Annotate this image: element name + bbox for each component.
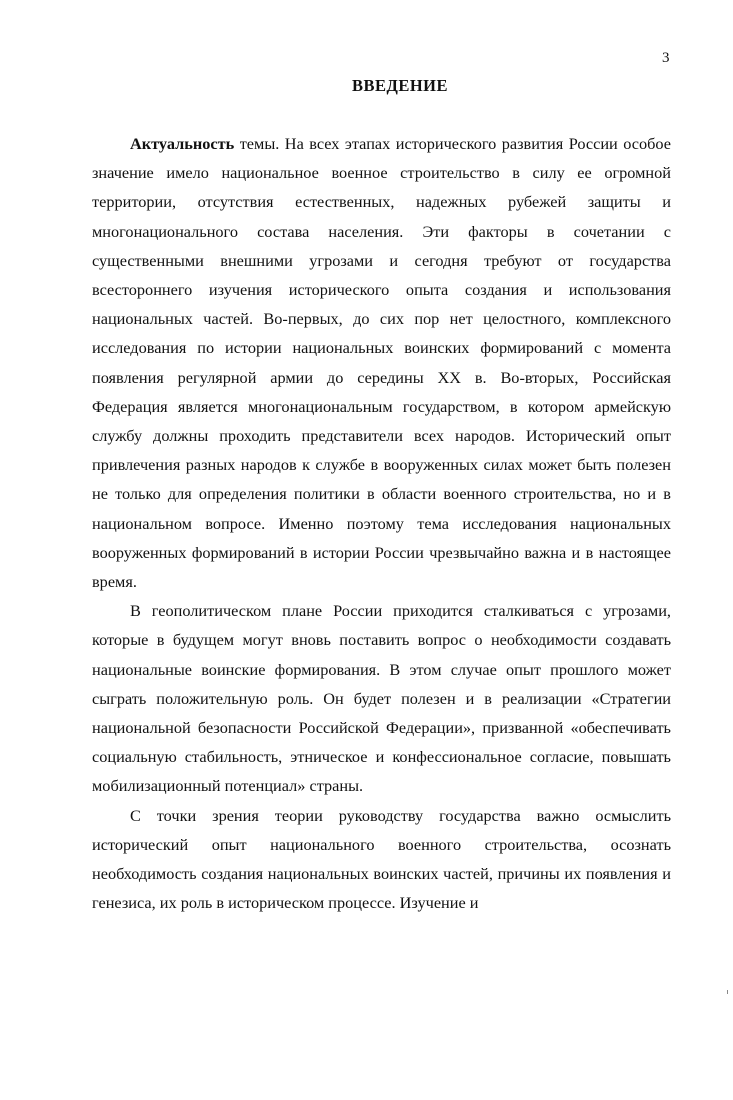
body-text — [92, 129, 671, 917]
paragraph-relevance — [92, 129, 671, 596]
paragraph-text: темы. На всех этапах исторического развития России особое значение имело национальное военное строительство в силу ее огромной территории, отсутствия естественных, надежных рубежей защиты и многонационального состава населения. Эти факторы в сочетании с существенными внешними угрозами и сегодня требуют от государства всестороннего изучения исторического опыта создания и использования национальных частей. Во-первых, до сих пор нет целостного, комплексного исследования по истории национальных воинских формирований с момента появления регулярной армии до середины XX в. Во-вторых, Российская Федерация является многонациональным государством, в котором армейскую службу должны проходить представители всех народов. Исторический опыт привлечения разных народов к службе в вооруженных силах может быть полезен не только для определения политики в области военного строительства, но и в национальном вопросе. Именно поэтому тема исследования национальных вооруженных формирований в истории России чрезвычайно важна и в настоящее время. — [92, 134, 671, 592]
paragraph-text: В геополитическом плане России приходится сталкиваться с угрозами, которые в будущем могут вновь поставить вопрос о необходимости создавать национальные воинские формирования. В этом случае опыт прошлого может сыграть положительную роль. Он будет полезен и в реализации «Стратегии национальной безопасности Российской Федерации», призванной «обеспечивать социальную стабильность, этническое и конфессиональное согласие, повышать мобилизационный потенциал» страны. — [92, 601, 671, 796]
paragraph-theory — [92, 801, 671, 918]
page-title: ВВЕДЕНИЕ — [351, 76, 449, 95]
paragraph-text: С точки зрения теории руководству государства важно осмыслить исторический опыт национального военного строительства, осознать необходимость создания национальных воинских частей, причины их появления и генезиса, их роль в историческом процессе. Изучение и — [92, 805, 671, 913]
paragraph-lead: Актуальность — [130, 134, 235, 153]
page-number: 3 — [662, 50, 670, 66]
scan-mark — [727, 990, 728, 994]
paragraph-geopolitics — [92, 596, 671, 800]
